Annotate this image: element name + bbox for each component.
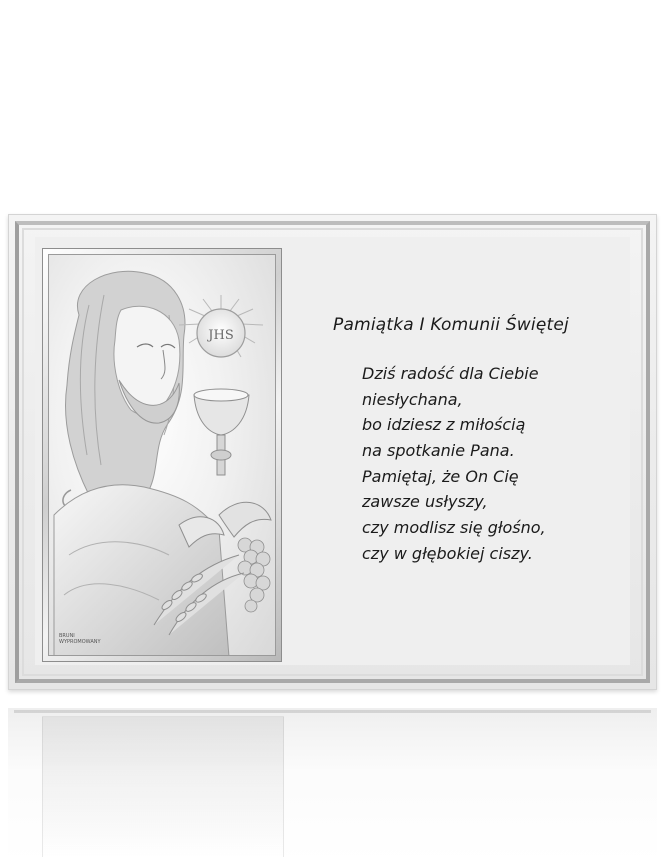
reflection-edge (14, 710, 651, 713)
silver-plaque (42, 248, 282, 662)
frame-reflection (8, 708, 657, 863)
poem-line: czy modlisz się głośno, (362, 518, 546, 538)
poem-line: bo idziesz z miłością (362, 415, 526, 435)
poem-line: Pamiętaj, że On Cię (362, 466, 519, 486)
reflection-plaque (42, 716, 284, 857)
poem-line: niesłychana, (362, 389, 463, 409)
plaque-title: Pamiątka I Komunii Świętej (333, 315, 569, 335)
jesus-chalice-relief-image (49, 255, 276, 656)
poem-line: czy w głębokiej ciszy. (362, 543, 533, 563)
poem-line: zawsze usłyszy, (362, 492, 488, 512)
poem-text (362, 361, 622, 567)
plaque-signature (59, 633, 101, 645)
plaque-relief (48, 254, 276, 656)
poem-line: Dziś radość dla Ciebie (362, 364, 539, 383)
poem-line: na spotkanie Pana. (362, 441, 515, 461)
signature-line: WYPROMOWANY (59, 639, 101, 645)
jhs-emblem-text: JHS (208, 328, 234, 343)
signature-line: BRUNI (59, 633, 75, 639)
